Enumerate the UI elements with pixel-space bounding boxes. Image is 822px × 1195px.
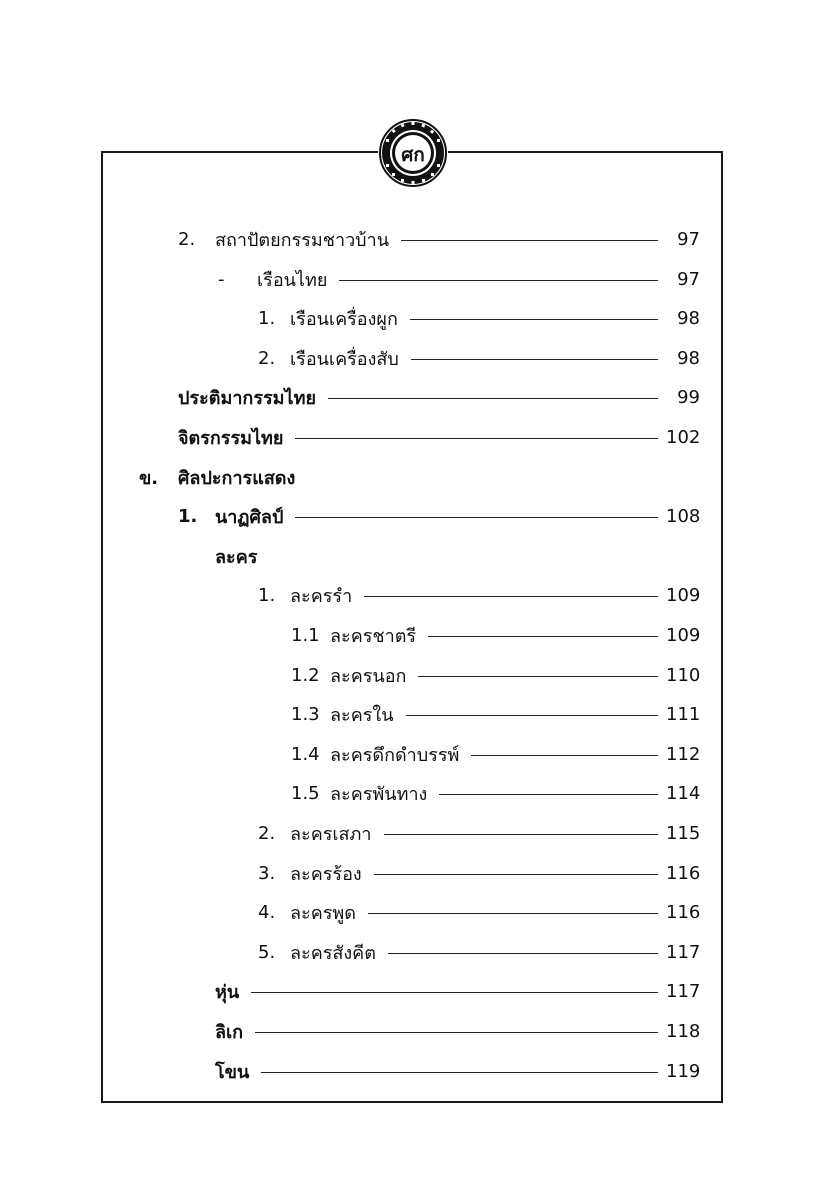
toc-entry[interactable] bbox=[215, 501, 700, 531]
toc-entry-page: 99 bbox=[677, 386, 700, 408]
toc-entry-label: ละครรำ bbox=[290, 585, 353, 607]
toc-entry-label: ละครพันทาง bbox=[330, 783, 428, 805]
toc-entry-page: 97 bbox=[677, 228, 700, 250]
toc-entry[interactable] bbox=[178, 382, 700, 412]
toc-leader-line bbox=[410, 319, 658, 320]
toc-leader-line bbox=[255, 1032, 658, 1033]
toc-entry[interactable] bbox=[257, 264, 700, 294]
toc-entry-page: 117 bbox=[666, 941, 701, 963]
toc-entry-number: 1. bbox=[258, 307, 276, 329]
toc-entry-label: ละครสังคีต bbox=[290, 942, 376, 964]
toc-entry[interactable] bbox=[290, 343, 700, 373]
toc-entry[interactable] bbox=[215, 1056, 700, 1086]
toc-entry-label: ละคร bbox=[215, 546, 258, 568]
toc-leader-line bbox=[364, 596, 658, 597]
toc-entry-label: ละครร้อง bbox=[290, 863, 362, 885]
toc-entry-label: ละครชาตรี bbox=[330, 625, 417, 647]
toc-entry-number: 5. bbox=[258, 941, 276, 963]
toc-entry[interactable] bbox=[215, 1016, 700, 1046]
toc-leader-line bbox=[418, 676, 658, 677]
toc-entry[interactable] bbox=[290, 580, 700, 610]
svg-text:ศก: ศก bbox=[401, 144, 425, 166]
toc-entry[interactable] bbox=[178, 422, 700, 452]
toc-entry-label: นาฏศิลป์ bbox=[215, 506, 284, 528]
toc-leader-line bbox=[374, 874, 658, 875]
toc-leader-line bbox=[368, 913, 658, 914]
toc-entry-page: 115 bbox=[666, 822, 701, 844]
toc-entry-label: ละครใน bbox=[330, 704, 394, 726]
toc-leader-line bbox=[388, 953, 658, 954]
toc-entry-page: 109 bbox=[666, 584, 701, 606]
toc-entry[interactable] bbox=[290, 818, 700, 848]
toc-entry-number: 4. bbox=[258, 901, 276, 923]
toc-entry-number: 1. bbox=[258, 584, 276, 606]
toc-entry-number: 1.3 bbox=[291, 703, 320, 725]
toc-entry-label: ละครดึกดำบรรพ์ bbox=[330, 744, 460, 766]
toc-entry-number: 1.2 bbox=[291, 664, 320, 686]
toc-entry[interactable] bbox=[290, 937, 700, 967]
toc-entry-label: ประติมากรรมไทย bbox=[178, 387, 316, 409]
toc-leader-line bbox=[439, 794, 658, 795]
toc-entry[interactable] bbox=[215, 976, 700, 1006]
university-seal bbox=[378, 118, 448, 188]
toc-entry[interactable] bbox=[330, 739, 700, 769]
toc-entry[interactable] bbox=[290, 858, 700, 888]
toc-leader-line bbox=[406, 715, 658, 716]
toc-entry-page: 109 bbox=[666, 624, 701, 646]
toc-entry[interactable] bbox=[330, 660, 700, 690]
toc-entry-label: เรือนเครื่องผูก bbox=[290, 308, 398, 330]
toc-entry-number: 1.5 bbox=[291, 782, 320, 804]
toc-entry-number: 2. bbox=[178, 228, 196, 250]
toc-entry-label: สถาปัตยกรรมชาวบ้าน bbox=[215, 229, 390, 251]
toc-entry[interactable] bbox=[215, 541, 257, 571]
toc-entry-page: 102 bbox=[666, 426, 701, 448]
toc-entry[interactable] bbox=[330, 778, 700, 808]
toc-entry-label: จิตรกรรมไทย bbox=[178, 427, 284, 449]
toc-leader-line bbox=[251, 992, 658, 993]
toc-leader-line bbox=[411, 359, 658, 360]
toc-leader-line bbox=[428, 636, 658, 637]
toc-entry-label: หุ่น bbox=[215, 981, 240, 1003]
toc-entry-page: 112 bbox=[666, 743, 701, 765]
toc-entry[interactable] bbox=[330, 699, 700, 729]
toc-entry-number: 2. bbox=[258, 347, 276, 369]
toc-entry-label: ศิลปะการแสดง bbox=[178, 467, 296, 489]
toc-entry-label: ลิเก bbox=[215, 1021, 244, 1043]
toc-leader-line bbox=[401, 240, 658, 241]
toc-entry-page: 117 bbox=[666, 980, 701, 1002]
toc-entry-number: 1.4 bbox=[291, 743, 320, 765]
toc-entry-label: ละครนอก bbox=[330, 665, 407, 687]
toc-entry-number: 1. bbox=[178, 505, 198, 527]
toc-entry-label: ละครเสภา bbox=[290, 823, 372, 845]
toc-entry-page: 114 bbox=[666, 782, 701, 804]
toc-leader-line bbox=[295, 438, 658, 439]
toc-entry[interactable] bbox=[290, 897, 700, 927]
toc-entry-page: 108 bbox=[666, 505, 701, 527]
toc-entry[interactable] bbox=[215, 224, 700, 254]
toc-entry-page: 118 bbox=[666, 1020, 701, 1042]
toc-entry-page: 98 bbox=[677, 347, 700, 369]
toc-entry-page: 110 bbox=[666, 664, 701, 686]
toc-entry[interactable] bbox=[290, 303, 700, 333]
university-seal-icon bbox=[378, 118, 448, 188]
toc-entry-number: 2. bbox=[258, 822, 276, 844]
toc-leader-line bbox=[339, 280, 658, 281]
toc-entry-number: 1.1 bbox=[291, 624, 320, 646]
toc-entry-label: โขน bbox=[215, 1061, 250, 1083]
toc-entry-page: 97 bbox=[677, 268, 700, 290]
toc-entry[interactable] bbox=[178, 462, 295, 492]
toc-entry-page: 98 bbox=[677, 307, 700, 329]
toc-entry-number: - bbox=[218, 268, 225, 290]
toc-leader-line bbox=[261, 1072, 658, 1073]
toc-leader-line bbox=[471, 755, 658, 756]
toc-entry-number: ข. bbox=[139, 467, 159, 489]
toc-entry-page: 116 bbox=[666, 862, 701, 884]
toc-leader-line bbox=[295, 517, 658, 518]
toc-leader-line bbox=[328, 398, 658, 399]
toc-entry-label: เรือนไทย bbox=[257, 269, 328, 291]
toc-entry-page: 116 bbox=[666, 901, 701, 923]
toc-entry-number: 3. bbox=[258, 862, 276, 884]
toc-entry[interactable] bbox=[330, 620, 700, 650]
toc-entry-label: เรือนเครื่องสับ bbox=[290, 348, 399, 370]
toc-entry-page: 119 bbox=[666, 1060, 701, 1082]
toc-entry-label: ละครพูด bbox=[290, 902, 356, 924]
toc-leader-line bbox=[384, 834, 658, 835]
toc-entry-page: 111 bbox=[666, 703, 701, 725]
